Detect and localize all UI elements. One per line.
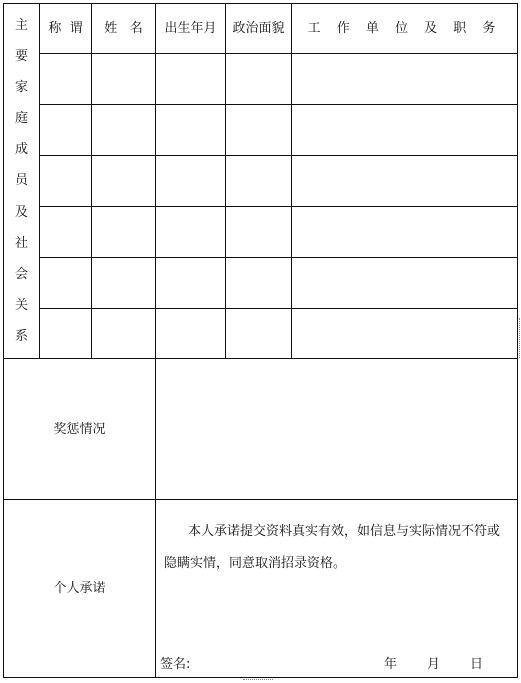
family-row	[4, 105, 518, 156]
name-cell[interactable]	[92, 258, 156, 309]
side-char: 主	[14, 17, 28, 33]
month-label[interactable]: 月	[426, 657, 440, 672]
header-birth: 出生年月	[156, 4, 226, 54]
name-cell[interactable]	[92, 156, 156, 207]
relation-cell[interactable]	[40, 156, 92, 207]
politics-cell[interactable]	[226, 309, 292, 359]
birth-cell[interactable]	[156, 54, 226, 105]
family-row	[4, 207, 518, 258]
signature-row	[160, 658, 511, 671]
side-char: 关	[14, 298, 28, 314]
family-row	[4, 309, 518, 359]
side-char: 会	[14, 267, 28, 282]
politics-cell[interactable]	[226, 105, 292, 156]
registration-form-table	[3, 3, 518, 678]
pledge-label: 个人承诺	[4, 500, 156, 678]
awards-row	[4, 359, 518, 500]
relation-cell[interactable]	[40, 309, 92, 359]
family-section-label-cell	[4, 4, 40, 359]
header-name: 姓 名	[92, 4, 156, 54]
name-cell[interactable]	[92, 309, 156, 359]
politics-cell[interactable]	[226, 156, 292, 207]
pledge-row	[4, 500, 518, 678]
page-edge-mark	[243, 678, 273, 680]
birth-cell[interactable]	[156, 309, 226, 359]
awards-cell[interactable]	[156, 359, 518, 500]
politics-cell[interactable]	[226, 258, 292, 309]
year-label[interactable]: 年	[383, 657, 397, 672]
work-cell[interactable]	[292, 105, 518, 156]
family-header-row	[4, 4, 518, 54]
birth-cell[interactable]	[156, 258, 226, 309]
family-row	[4, 156, 518, 207]
relation-cell[interactable]	[40, 54, 92, 105]
pledge-text: 本人承诺提交资料真实有效，如信息与实际情况不符或隐瞒实情，同意取消招录资格。	[164, 524, 501, 571]
birth-cell[interactable]	[156, 156, 226, 207]
work-cell[interactable]	[292, 207, 518, 258]
date-fields	[384, 658, 511, 671]
relation-cell[interactable]	[40, 258, 92, 309]
header-politics: 政治面貌	[226, 4, 292, 54]
header-work: 工 作 单 位 及 职 务	[292, 4, 518, 54]
family-row	[4, 54, 518, 105]
work-cell[interactable]	[292, 309, 518, 359]
birth-cell[interactable]	[156, 207, 226, 258]
side-char: 要	[14, 48, 28, 64]
side-char: 及	[14, 204, 28, 220]
name-cell[interactable]	[92, 105, 156, 156]
side-char: 成	[14, 142, 28, 158]
family-section-label	[4, 19, 39, 344]
birth-cell[interactable]	[156, 105, 226, 156]
relation-cell[interactable]	[40, 207, 92, 258]
side-char: 庭	[14, 111, 28, 127]
side-char: 家	[14, 79, 28, 95]
day-label[interactable]: 日	[469, 657, 483, 672]
name-cell[interactable]	[92, 54, 156, 105]
work-cell[interactable]	[292, 156, 518, 207]
pledge-cell	[156, 500, 518, 678]
family-row	[4, 258, 518, 309]
header-relation: 称 谓	[40, 4, 92, 54]
side-char: 员	[14, 173, 28, 189]
politics-cell[interactable]	[226, 207, 292, 258]
work-cell[interactable]	[292, 258, 518, 309]
side-char: 社	[14, 235, 28, 251]
signature-label[interactable]: 签名:	[160, 657, 191, 672]
politics-cell[interactable]	[226, 54, 292, 105]
work-cell[interactable]	[292, 54, 518, 105]
side-char: 系	[14, 329, 28, 345]
page-edge-mark	[518, 318, 520, 358]
awards-label: 奖惩情况	[4, 359, 156, 500]
relation-cell[interactable]	[40, 105, 92, 156]
name-cell[interactable]	[92, 207, 156, 258]
